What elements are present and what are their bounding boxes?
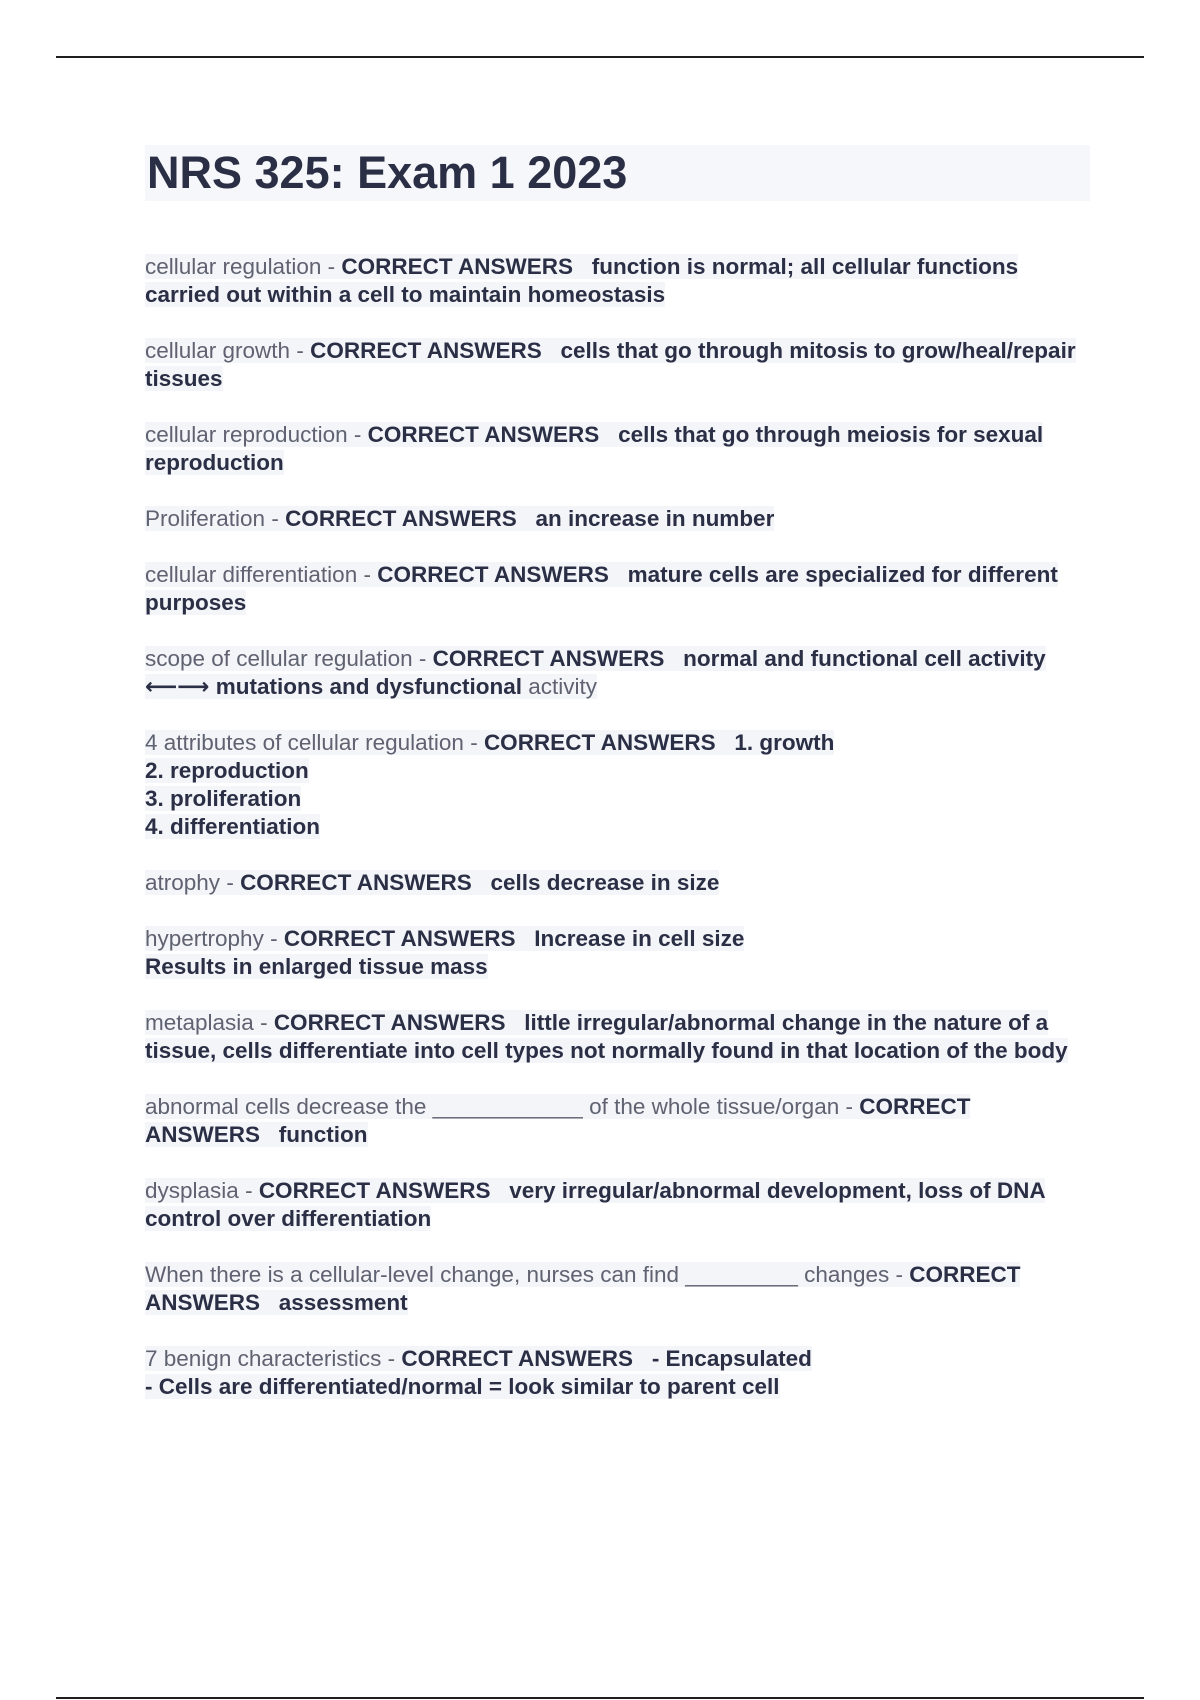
flashcard-separator: - xyxy=(381,1346,402,1371)
correct-answers-marker: CORRECT ANSWERS xyxy=(273,1010,506,1035)
correct-answers-marker: CORRECT ANSWERS xyxy=(367,422,600,447)
flashcard-separator: - xyxy=(839,1094,860,1119)
flashcard-separator: - xyxy=(253,1010,274,1035)
flashcard xyxy=(145,869,1090,897)
correct-answers-marker: CORRECT ANSWERS xyxy=(283,926,516,951)
flashcard xyxy=(145,729,1090,841)
flashcard-answer xyxy=(536,506,775,531)
flashcard-term: hypertrophy xyxy=(145,926,264,951)
flashcard-separator: - xyxy=(290,338,311,363)
answer-line: very irregular/abnormal development, loss of DNA control over differentiation xyxy=(145,1178,1045,1231)
flashcard-term: cellular growth xyxy=(145,338,291,363)
answer-line: - Encapsulated xyxy=(651,1346,812,1371)
flashcard xyxy=(145,253,1090,309)
flashcard-text xyxy=(145,646,1046,699)
flashcard xyxy=(145,925,1090,981)
correct-answers-marker: CORRECT ANSWERS xyxy=(483,730,716,755)
correct-answers-marker: CORRECT ANSWERS xyxy=(240,870,472,895)
correct-answers-marker: CORRECT ANSWERS xyxy=(401,1346,634,1371)
answer-line: cells that go through mitosis to grow/heal/repair tissues xyxy=(145,338,1076,391)
flashcard-separator: - xyxy=(357,562,378,587)
answer-line: - Cells are differentiated/normal = look similar to parent cell xyxy=(145,1374,780,1399)
bottom-rule xyxy=(56,1697,1144,1699)
correct-answers-marker: CORRECT ANSWERS xyxy=(377,562,609,587)
correct-answers-marker: CORRECT ANSWERS xyxy=(258,1178,491,1203)
flashcard-text xyxy=(145,1094,970,1147)
flashcard-term: 4 attributes of cellular regulation xyxy=(145,730,464,755)
flashcard-text xyxy=(145,926,744,979)
flashcard-text xyxy=(145,1346,812,1399)
flashcard xyxy=(145,645,1090,701)
flashcard-text xyxy=(145,422,1043,475)
flashcard xyxy=(145,1345,1090,1401)
answer-line: an increase in number xyxy=(535,506,775,531)
flashcard-term: cellular differentiation xyxy=(145,562,358,587)
flashcard xyxy=(145,337,1090,393)
flashcard-term: When there is a cellular-level change, nurses can find _________ changes xyxy=(145,1262,890,1287)
answer-line: assessment xyxy=(278,1290,408,1315)
top-rule xyxy=(56,56,1144,58)
flashcard-term: metaplasia xyxy=(145,1010,254,1035)
correct-answers-marker: CORRECT ANSWERS xyxy=(285,506,517,531)
flashcard-term: dysplasia xyxy=(145,1178,239,1203)
answer-line: normal and functional cell activity ⟵⟶ mutations and dysfunctional xyxy=(145,646,1046,699)
flashcard xyxy=(145,1261,1090,1317)
flashcard-separator: - xyxy=(238,1178,259,1203)
flashcard-term: abnormal cells decrease the ____________ of the whole tissue/organ xyxy=(145,1094,840,1119)
correct-answers-marker: CORRECT ANSWERS xyxy=(432,646,665,671)
flashcard-list xyxy=(145,253,1090,1401)
answer-line: Results in enlarged tissue mass xyxy=(145,954,488,979)
flashcard-text xyxy=(145,338,1076,391)
answer-suffix: activity xyxy=(522,674,598,699)
flashcard-text xyxy=(145,1010,1068,1063)
flashcard-term: 7 benign characteristics xyxy=(145,1346,382,1371)
flashcard-text xyxy=(145,1178,1045,1231)
flashcard xyxy=(145,1009,1090,1065)
flashcard-separator: - xyxy=(220,870,241,895)
answer-line: function is normal; all cellular functions carried out within a cell to maintain homeostasis xyxy=(145,254,1019,307)
answer-line: 3. proliferation xyxy=(145,786,302,811)
flashcard-separator: - xyxy=(412,646,433,671)
flashcard-term: atrophy xyxy=(145,870,221,895)
flashcard-separator: - xyxy=(463,730,484,755)
flashcard xyxy=(145,1093,1090,1149)
flashcard-text xyxy=(145,254,1018,307)
answer-line: cells decrease in size xyxy=(490,870,720,895)
flashcard xyxy=(145,505,1090,533)
correct-answers-marker: CORRECT ANSWERS xyxy=(145,1262,1021,1315)
flashcard-answer xyxy=(279,1290,408,1315)
flashcard-term: cellular reproduction xyxy=(145,422,348,447)
flashcard-separator: - xyxy=(347,422,368,447)
flashcard xyxy=(145,421,1090,477)
flashcard xyxy=(145,1177,1090,1233)
answer-line: 1. growth xyxy=(734,730,835,755)
flashcard-text xyxy=(145,730,834,839)
flashcard-separator: - xyxy=(265,506,286,531)
flashcard-separator: - xyxy=(263,926,284,951)
document-page xyxy=(145,145,1090,1429)
flashcard-answer xyxy=(491,870,720,895)
correct-answers-marker: CORRECT ANSWERS xyxy=(145,1094,971,1147)
answer-line: mature cells are specialized for different purposes xyxy=(145,562,1058,615)
answer-line: 2. reproduction xyxy=(145,758,309,783)
flashcard-text xyxy=(145,1262,1020,1315)
flashcard-text xyxy=(145,506,774,531)
correct-answers-marker: CORRECT ANSWERS xyxy=(310,338,542,363)
page-title: NRS 325: Exam 1 2023 xyxy=(147,147,628,198)
answer-line: function xyxy=(278,1122,368,1147)
flashcard xyxy=(145,561,1090,617)
flashcard-term: scope of cellular regulation xyxy=(145,646,413,671)
flashcard-text xyxy=(145,562,1058,615)
title-bar xyxy=(145,145,1090,201)
flashcard-term: cellular regulation xyxy=(145,254,322,279)
answer-line: cells that go through meiosis for sexual reproduction xyxy=(145,422,1044,475)
flashcard-answer xyxy=(279,1122,368,1147)
answer-line: Increase in cell size xyxy=(534,926,745,951)
answer-line: little irregular/abnormal change in the nature of a tissue, cells differentiate into cell types not normally found in that location of the body xyxy=(145,1010,1068,1063)
answer-line: 4. differentiation xyxy=(145,814,321,839)
flashcard-separator: - xyxy=(321,254,342,279)
flashcard-term: Proliferation xyxy=(145,506,266,531)
flashcard-separator: - xyxy=(889,1262,910,1287)
flashcard-text xyxy=(145,870,719,895)
correct-answers-marker: CORRECT ANSWERS xyxy=(341,254,574,279)
